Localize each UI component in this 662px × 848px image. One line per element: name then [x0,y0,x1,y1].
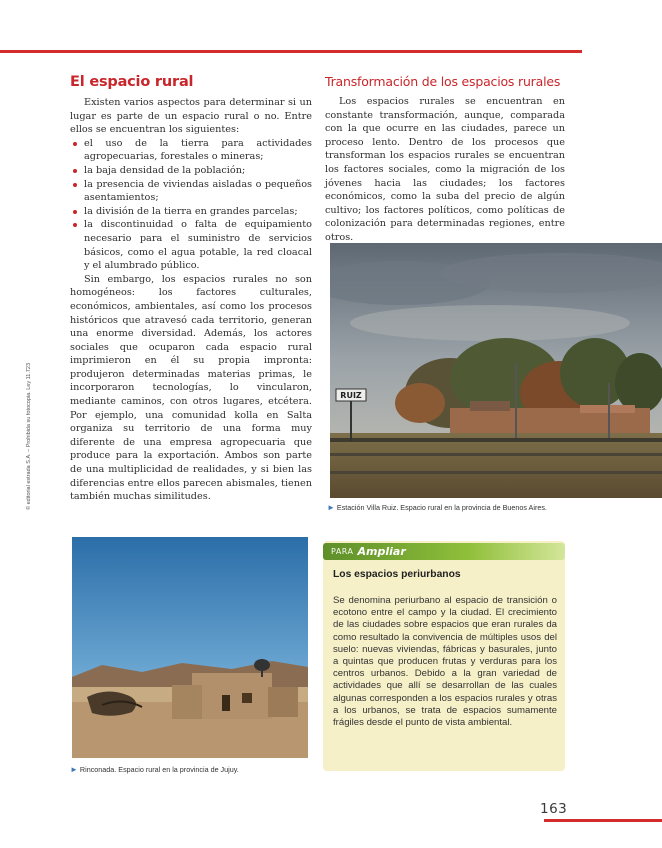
section-title-transformation: Transformación de los espacios rurales [325,74,561,89]
list-item: la presencia de viviendas aisladas o pequeños asentamientos; [70,178,312,205]
bottom-red-rule [544,819,662,822]
list-item: la división de la tierra en grandes parcelas; [70,205,312,219]
top-red-rule [0,50,582,53]
photo-caption-rinconada: ► Rinconada. Espacio rural en la provincia de Jujuy. [70,765,239,774]
box-text: Se denomina periurbano al espacio de transición o ecotono entre el campo y la ciudad. El crecimiento de las ciudades sobre espacios que eran rurales da como resultado la convivencia de múltiples usos del suelo: nuevas viviendas, fábricas y basurales, junto a quintas que producen frutas y verduras para los centros urbanos. Debido a la gran variedad de actividades que allí se desarrollan de las cuales algunas corresponden a los espacios rurales y otras a los urbanos, se trata de espacios sumamente frágiles desde el punto de vista ambiental. [333,595,557,729]
list-item: la baja densidad de la población; [70,164,312,178]
copyright-notice: © editorial estrada S.A. – Prohibida su fotocopia. Ley 11.723 [26,362,32,510]
photo-villa-ruiz [330,243,662,498]
photo-rinconada [72,537,308,758]
station-sign: RUIZ [340,391,362,400]
criteria-list [70,137,312,273]
left-column [70,74,312,504]
caption-arrow-icon: ► [70,765,78,774]
page-number: 163 [540,801,568,817]
ampliar-label: Ampliar [357,545,406,558]
intro-paragraph: Existen varios aspectos para determinar si un lugar es parte de un espacio rural o no. Entre ellos se encuentran los siguientes: [70,97,312,136]
list-item: la discontinuidad o falta de equipamiento necesario para el suministro de servicios básicos, como el agua potable, la red cloacal y el alumbrado público. [70,218,312,272]
right-column [325,74,565,245]
para-label: PARA [331,547,354,556]
diversity-paragraph: Sin embargo, los espacios rurales no son homogéneos: los factores culturales, económicos, ambientales, así como los procesos históricos que atravesó cada territorio, generan una enorme diversidad. Además, los actores sociales que ocuparon cada espacio rural imprimieron en él su propia impronta: produjeron determinadas materias primas, le incorporaron tecnologías, lo vincularon, mediante caminos, con otros lugares, etcétera. Por ejemplo, una comunidad kolla en Salta organiza su territorio de una forma muy diferente de una empresa agropecuaria que produce para la exportación. Ambos son parte de una multiplicidad de realidades, y si bien las diferencias entre ellos parecen abismales, tienen también muchas similitudes. [70,273,312,503]
box-title: Los espacios periurbanos [333,569,461,580]
para-ampliar-box [323,541,565,771]
section-title-rural-space: El espacio rural [70,74,194,90]
photo-caption-villa-ruiz: ► Estación Villa Ruiz. Espacio rural en la provincia de Buenos Aires. [327,503,547,512]
list-item: el uso de la tierra para actividades agropecuarias, forestales o mineras; [70,137,312,164]
transformation-paragraph: Los espacios rurales se encuentran en constante transformación, aunque, comparada con la que ocurre en las ciudades, parece un proceso lento. Dentro de los procesos que transforman los espacios rurales se encuentran los factores sociales, como la migración de los jóvenes hacia las ciudades; los factores económicos, como la suba del precio de algún cultivo; los factores políticos, como políticas de colonización para determinadas regiones, entre otros. [325,96,565,243]
para-ampliar-header [323,543,565,560]
caption-arrow-icon: ► [327,503,335,512]
